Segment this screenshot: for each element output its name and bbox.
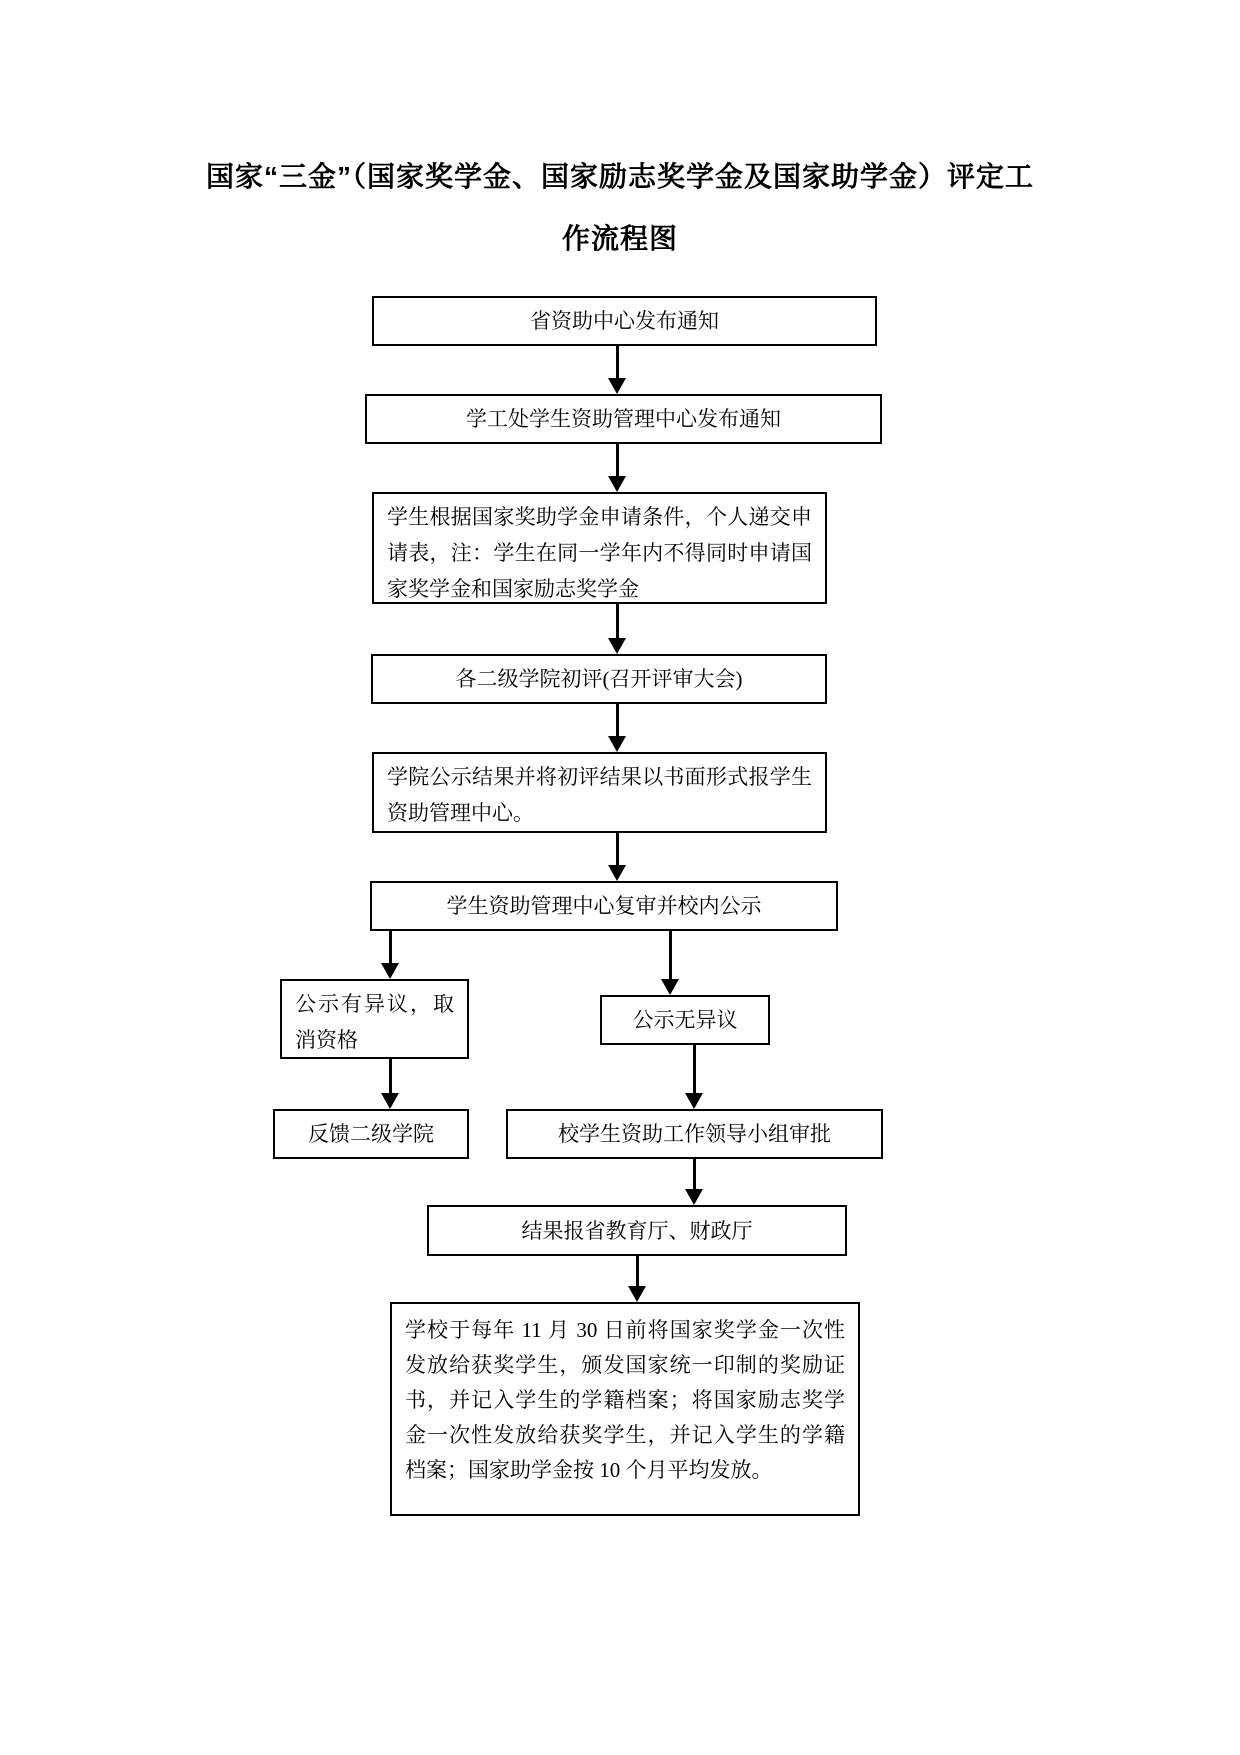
arrow-head-icon (381, 1093, 399, 1109)
page-title-line2: 作流程图 (561, 223, 678, 254)
flow-node-report-departments: 结果报省教育厅、财政厅 (427, 1205, 847, 1256)
arrow-head-icon (628, 1286, 646, 1302)
flow-arrow-1-2 (608, 346, 626, 394)
flow-arrow-report-disbursement (628, 1256, 646, 1302)
arrow-head-icon (608, 378, 626, 394)
arrow-head-icon (608, 865, 626, 881)
flow-arrow-5-6 (608, 833, 626, 881)
arrow-head-icon (608, 476, 626, 492)
arrow-shaft (636, 1256, 639, 1289)
arrow-shaft (389, 931, 392, 966)
flow-node-publicity-objection: 公示有异议，取消资格 (280, 979, 469, 1059)
arrow-shaft (693, 1159, 696, 1192)
arrow-shaft (693, 1045, 696, 1096)
flow-node-disbursement-rules: 学校于每年 11 月 30 日前将国家奖学金一次性发放给获奖学生，颁发国家统一印制的奖励证书，并记入学生的学籍档案；将国家励志奖学金一次性发放给获奖学生，并记入学生的学籍档案；国家助学金按 10 个月平均发放。 (390, 1302, 860, 1516)
flow-node-feedback-college: 反馈二级学院 (273, 1109, 469, 1159)
arrow-head-icon (685, 1093, 703, 1109)
flow-arrow-3-4 (608, 604, 626, 654)
arrow-shaft (616, 444, 619, 479)
flow-arrow-2-3 (608, 444, 626, 492)
arrow-shaft (616, 833, 619, 868)
flow-node-college-publicity-report: 学院公示结果并将初评结果以书面形式报学生资助管理中心。 (372, 752, 827, 833)
arrow-shaft (616, 604, 619, 641)
arrow-head-icon (608, 638, 626, 654)
arrow-head-icon (661, 979, 679, 995)
flow-node-center-recheck-publicity: 学生资助管理中心复审并校内公示 (370, 881, 838, 931)
page-title-line1: 国家“三金”（国家奖学金、国家励志奖学金及国家助学金）评定工 (205, 161, 1034, 192)
flow-arrow-approval-report (685, 1159, 703, 1205)
page-title (0, 146, 1240, 270)
flow-node-school-center-notice: 学工处学生资助管理中心发布通知 (365, 394, 882, 444)
flow-arrow-4-5 (608, 704, 626, 752)
flow-node-province-center-notice: 省资助中心发布通知 (372, 296, 877, 346)
flow-arrow-no-objection-approval (685, 1045, 703, 1109)
arrow-shaft (389, 1059, 392, 1096)
arrow-shaft (616, 346, 619, 381)
arrow-shaft (669, 931, 672, 982)
arrow-head-icon (608, 736, 626, 752)
flow-node-student-application: 学生根据国家奖助学金申请条件，个人递交申请表，注：学生在同一学年内不得同时申请国家奖学金和国家励志奖学金 (372, 492, 827, 604)
flow-node-college-first-review: 各二级学院初评(召开评审大会) (371, 654, 827, 704)
flow-node-leading-group-approval: 校学生资助工作领导小组审批 (506, 1109, 883, 1159)
flow-node-publicity-no-objection: 公示无异议 (600, 995, 770, 1045)
arrow-head-icon (685, 1189, 703, 1205)
flow-arrow-objection-feedback (381, 1059, 399, 1109)
arrow-shaft (616, 704, 619, 739)
arrow-head-icon (381, 963, 399, 979)
flow-arrow-6-no-objection (661, 931, 679, 995)
flow-arrow-6-objection (381, 931, 399, 979)
